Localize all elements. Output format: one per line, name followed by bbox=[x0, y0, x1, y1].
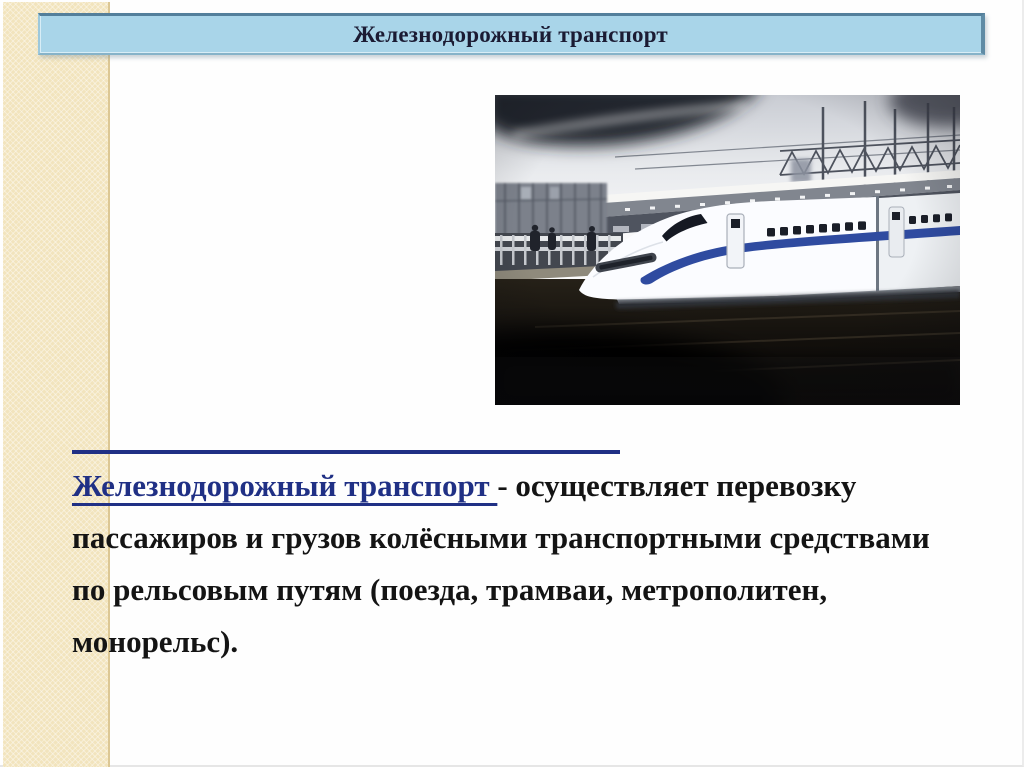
body-text-block bbox=[72, 450, 962, 668]
paragraph-line-4: монорельс). bbox=[72, 624, 239, 659]
paragraph-line-1 bbox=[72, 460, 962, 512]
slide-title-bar bbox=[38, 13, 985, 55]
paragraph-line-1-rest: - осуществляет перевозку bbox=[497, 468, 857, 503]
railway-transport-link[interactable]: Железнодорожный транспорт bbox=[72, 468, 498, 503]
slide-title: Железнодорожный транспорт bbox=[353, 21, 668, 47]
vignette bbox=[495, 95, 960, 405]
text-top-rule bbox=[72, 450, 620, 454]
paragraph-line-3: по рельсовым путям (поезда, трамваи, метрополитен, bbox=[72, 572, 828, 607]
paragraph-line-2: пассажиров и грузов колёсными транспортными средствами bbox=[72, 520, 930, 555]
train-photo-art bbox=[495, 95, 960, 405]
train-photo bbox=[495, 95, 960, 405]
